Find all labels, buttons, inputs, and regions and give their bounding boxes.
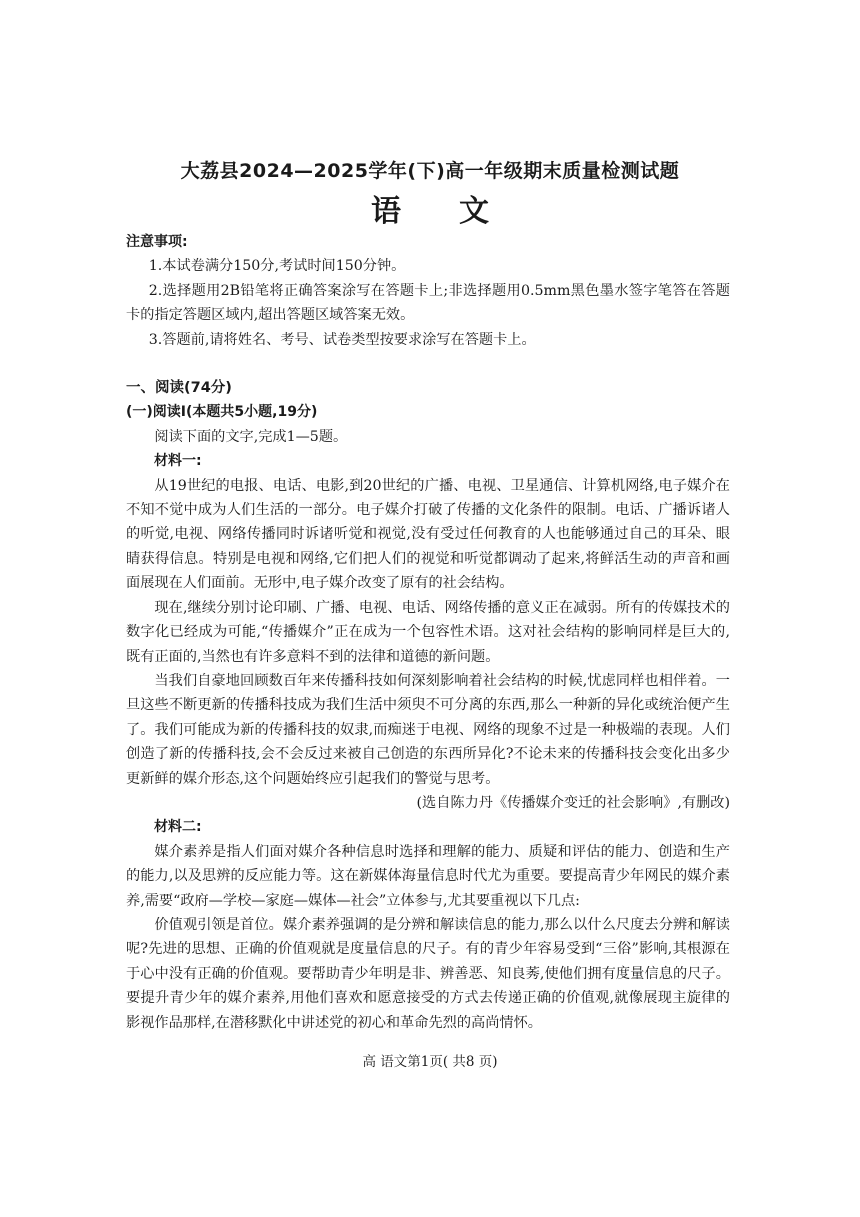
instruction: 阅读下面的文字,完成1—5题。 [154,428,348,445]
paragraph: 媒介素养是指人们面对媒介各种信息时选择和理解的能力、质疑和评估的能力、创造和生产的能力,以及思辨的反应能力等。这在新媒体海量信息时代尤为重要。要提高青少年网民的媒介素养,需要“政府—学校—家庭—媒体—社会”立体参与,尤其要重视以下几点: [126,843,730,909]
material-label: 材料二: [154,819,202,836]
paragraph: 从19世纪的电报、电话、电影,到20世纪的广播、电视、卫星通信、计算机网络,电子媒介在不知不觉中成为人们生活的一部分。电子媒介打破了传播的文化条件的限制。电话、广播诉诸人的听觉,电视、网络传播同时诉诸听觉和视觉,没有受过任何教育的人也能够通过自己的耳朵、眼睛获得信息。特别是电视和网络,它们把人们的视觉和听觉都调动了起来,将鲜活生动的声音和画面展现在人们面前。无形中,电子媒介改变了原有的社会结构。 [126,477,730,592]
page-footer: 高 语文第1页( 共8 页) [362,1054,498,1070]
notice-item: 3.答题前,请将姓名、考号、试卷类型按要求涂写在答题卡上。 [148,331,536,348]
paragraph: 当我们自豪地回顾数百年来传播科技如何深刻影响着社会结构的时候,忧虑同样也相伴着。一旦这些不断更新的传播科技成为我们生活中须臾不可分离的东西,那么一种新的异化或统治便产生了。我们可能成为新的传播科技的奴隶,而痴迷于电视、网络的现象不过是一种极端的表现。人们创造了新的传播科技,会不会反过来被自己创造的东西所异化?不论未来的传播科技会变化出多少更新鲜的媒介形态,这个问题始终应引起我们的警觉与思考。 [126,672,730,787]
material-label: 材料一: [154,453,202,470]
exam-title: 大荔县2024—2025学年(下)高一年级期末质量检测试题 [180,160,680,182]
paragraph: 价值观引领是首位。媒介素养强调的是分辨和解读信息的能力,那么以什么尺度去分辨和解读呢?先进的思想、正确的价值观就是度量信息的尺子。有的青少年容易受到“三俗”影响,其根源在于心中没有正确的价值观。要帮助青少年明是非、辨善恶、知良莠,使他们拥有度量信息的尺子。要提升青少年的媒介素养,用他们喜欢和愿意接受的方式去传递正确的价值观,就像展现主旋律的影视作品那样,在潜移默化中讲述党的初心和革命先烈的高尚情怀。 [126,916,730,1031]
subject-title: 语文 [371,194,547,229]
subsection-heading: (一)阅读Ⅰ(本题共5小题,19分) [126,404,318,421]
notice-item: 1.本试卷满分150分,考试时间150分钟。 [148,258,406,275]
notice-heading: 注意事项: [126,234,188,250]
content-body [126,230,730,1035]
paragraph: 现在,继续分别讨论印刷、广播、电视、电话、网络传播的意义正在减弱。所有的传媒技术的数字化已经成为可能,“传播媒介”正在成为一个包容性术语。这对社会结构的影响同样是巨大的,既有正面的,当然也有许多意料不到的法律和道德的新问题。 [126,599,730,665]
section-heading: 一、阅读(74分) [126,380,232,397]
notice-item: 2.选择题用2B铅笔将正确答案涂写在答题卡上;非选择题用0.5mm黑色墨水签字笔答在答题卡的指定答题区域内,超出答题区域答案无效。 [126,282,730,324]
source-citation: (选自陈力丹《传播媒介变迁的社会影响》,有删改) [416,794,730,811]
